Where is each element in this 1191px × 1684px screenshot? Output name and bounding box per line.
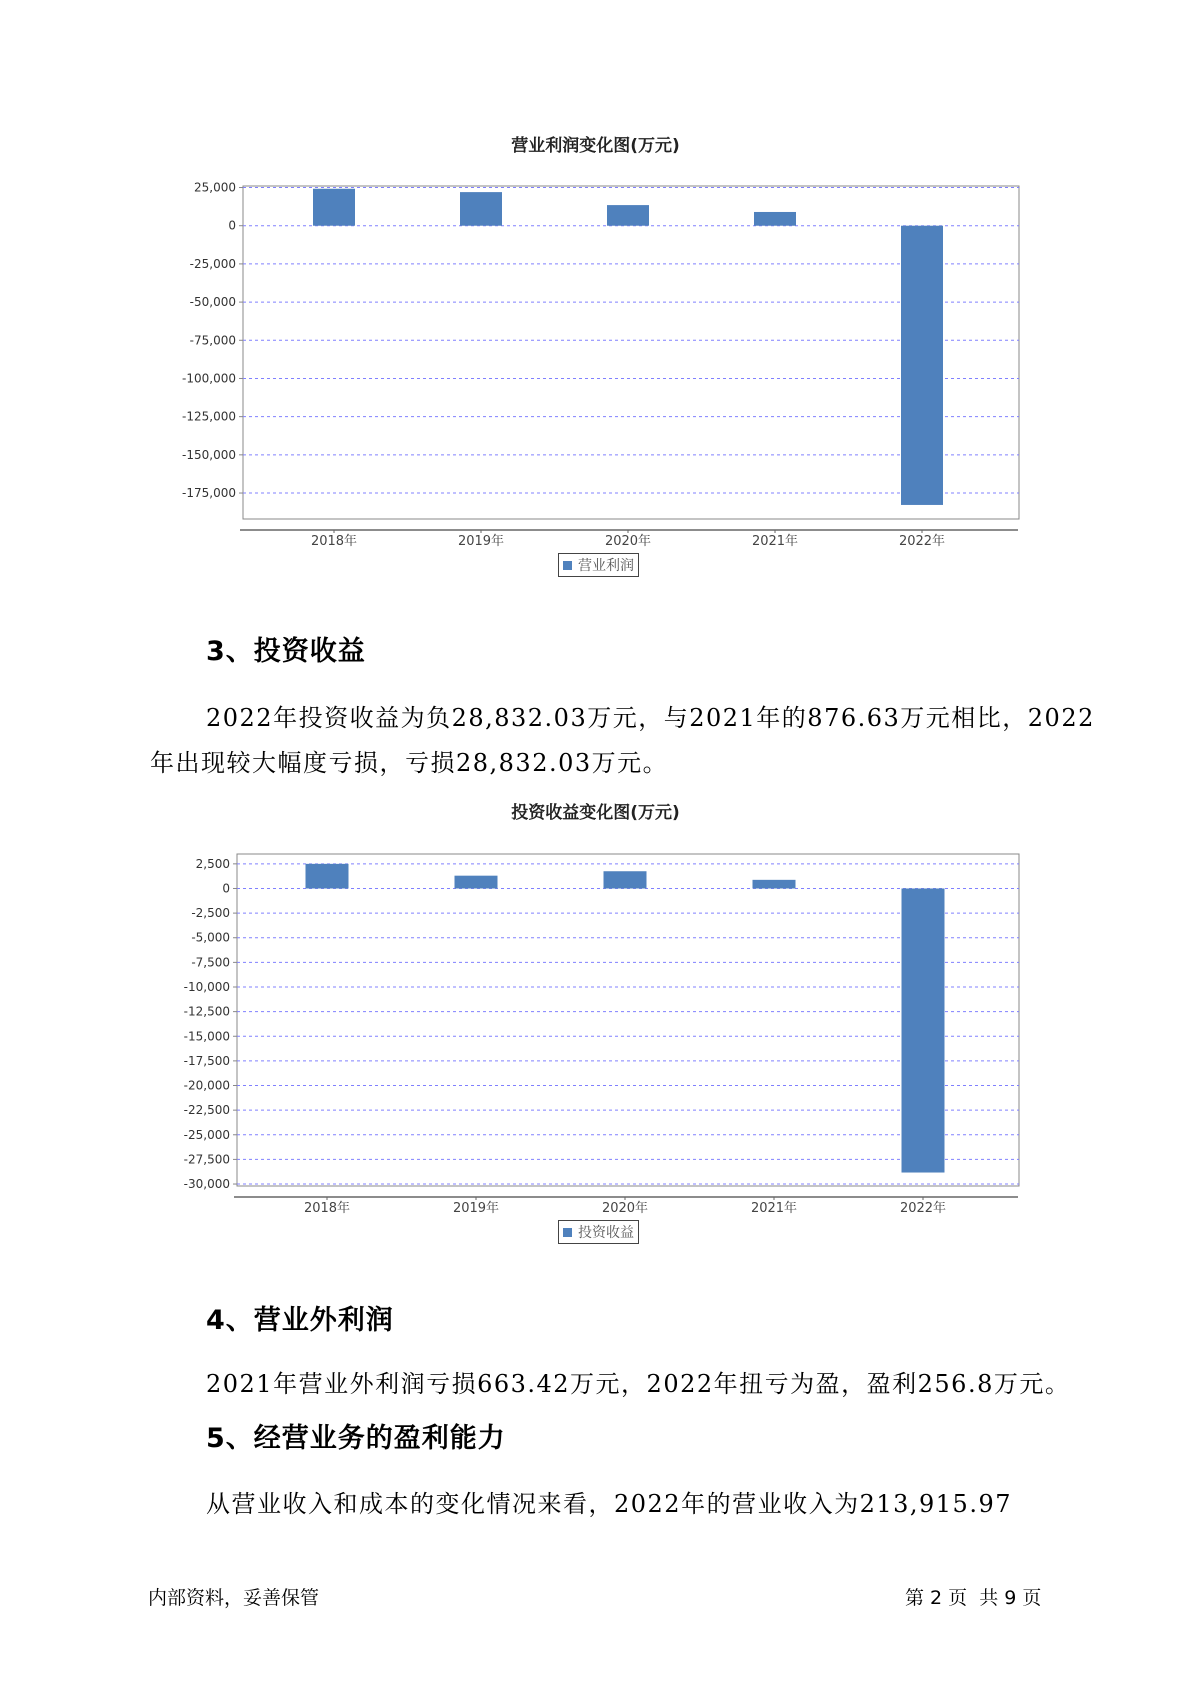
x-tick-label: 2019年 bbox=[457, 534, 505, 549]
y-tick-label: -75,000 bbox=[189, 333, 236, 348]
y-tick-label: -2,500 bbox=[191, 906, 230, 921]
chart-title-operating-profit: 营业利润变化图(万元) bbox=[511, 136, 680, 156]
x-tick-label: 2022年 bbox=[899, 1201, 947, 1216]
section-5-paragraph: 从营业收入和成本的变化情况来看，2022年的营业收入为213,915.97 bbox=[206, 1490, 1012, 1518]
legend-swatch bbox=[563, 1228, 572, 1237]
y-tick-label: -30,000 bbox=[183, 1177, 230, 1192]
x-tick-label: 2020年 bbox=[604, 534, 652, 549]
x-tick-label: 2022年 bbox=[898, 534, 946, 549]
y-tick-label: -22,500 bbox=[183, 1103, 230, 1118]
y-tick-label: -50,000 bbox=[189, 295, 236, 310]
y-tick-label: -25,000 bbox=[183, 1127, 230, 1142]
chart-title-investment-income: 投资收益变化图(万元) bbox=[511, 803, 680, 823]
legend-label: 投资收益 bbox=[578, 1225, 634, 1241]
y-tick-label: -27,500 bbox=[183, 1152, 230, 1167]
y-tick-label: -20,000 bbox=[183, 1078, 230, 1093]
y-tick-label: 25,000 bbox=[194, 180, 236, 195]
x-tick-label: 2019年 bbox=[452, 1201, 500, 1216]
bar-2022年 bbox=[902, 888, 945, 1172]
x-tick-label: 2018年 bbox=[310, 534, 358, 549]
legend-label: 营业利润 bbox=[578, 558, 634, 574]
section-heading-3: 3、投资收益 bbox=[206, 636, 366, 667]
y-tick-label: -100,000 bbox=[182, 371, 236, 386]
y-tick-label: -175,000 bbox=[182, 486, 236, 501]
y-tick-label: -12,500 bbox=[183, 1004, 230, 1019]
section-heading-5: 5、经营业务的盈利能力 bbox=[206, 1423, 506, 1454]
y-tick-label: 0 bbox=[228, 218, 236, 233]
y-tick-label: -5,000 bbox=[191, 930, 230, 945]
footer-confidential-note: 内部资料，妥善保管 bbox=[148, 1587, 320, 1609]
x-tick-label: 2018年 bbox=[303, 1201, 351, 1216]
y-tick-label: -7,500 bbox=[191, 955, 230, 970]
section-3-paragraph-line-2: 年出现较大幅度亏损，亏损28,832.03万元。 bbox=[150, 749, 669, 777]
section-4-paragraph: 2021年营业外利润亏损663.42万元，2022年扭亏为盈，盈利256.8万元。 bbox=[206, 1370, 1071, 1398]
y-tick-label: -125,000 bbox=[182, 409, 236, 424]
y-tick-label: -25,000 bbox=[189, 256, 236, 271]
bar-2021年 bbox=[753, 880, 796, 889]
y-tick-label: -15,000 bbox=[183, 1029, 230, 1044]
bar-2018年 bbox=[306, 864, 349, 889]
x-tick-label: 2021年 bbox=[750, 1201, 798, 1216]
legend-investment-income bbox=[558, 1220, 639, 1244]
section-heading-4: 4、营业外利润 bbox=[206, 1305, 394, 1336]
bar-2020年 bbox=[604, 871, 647, 888]
section-3-paragraph-line-1: 2022年投资收益为负28,832.03万元，与2021年的876.63万元相比，2022 bbox=[206, 704, 1095, 732]
x-tick-label: 2021年 bbox=[751, 534, 799, 549]
y-tick-label: 0 bbox=[222, 881, 230, 896]
footer-page-number: 第 2 页 共 9 页 bbox=[905, 1587, 1042, 1609]
y-tick-label: -150,000 bbox=[182, 447, 236, 462]
x-tick-label: 2020年 bbox=[601, 1201, 649, 1216]
y-tick-label: -17,500 bbox=[183, 1053, 230, 1068]
bar-2019年 bbox=[455, 876, 498, 889]
y-tick-label: -10,000 bbox=[183, 979, 230, 994]
y-tick-label: 2,500 bbox=[195, 856, 230, 871]
